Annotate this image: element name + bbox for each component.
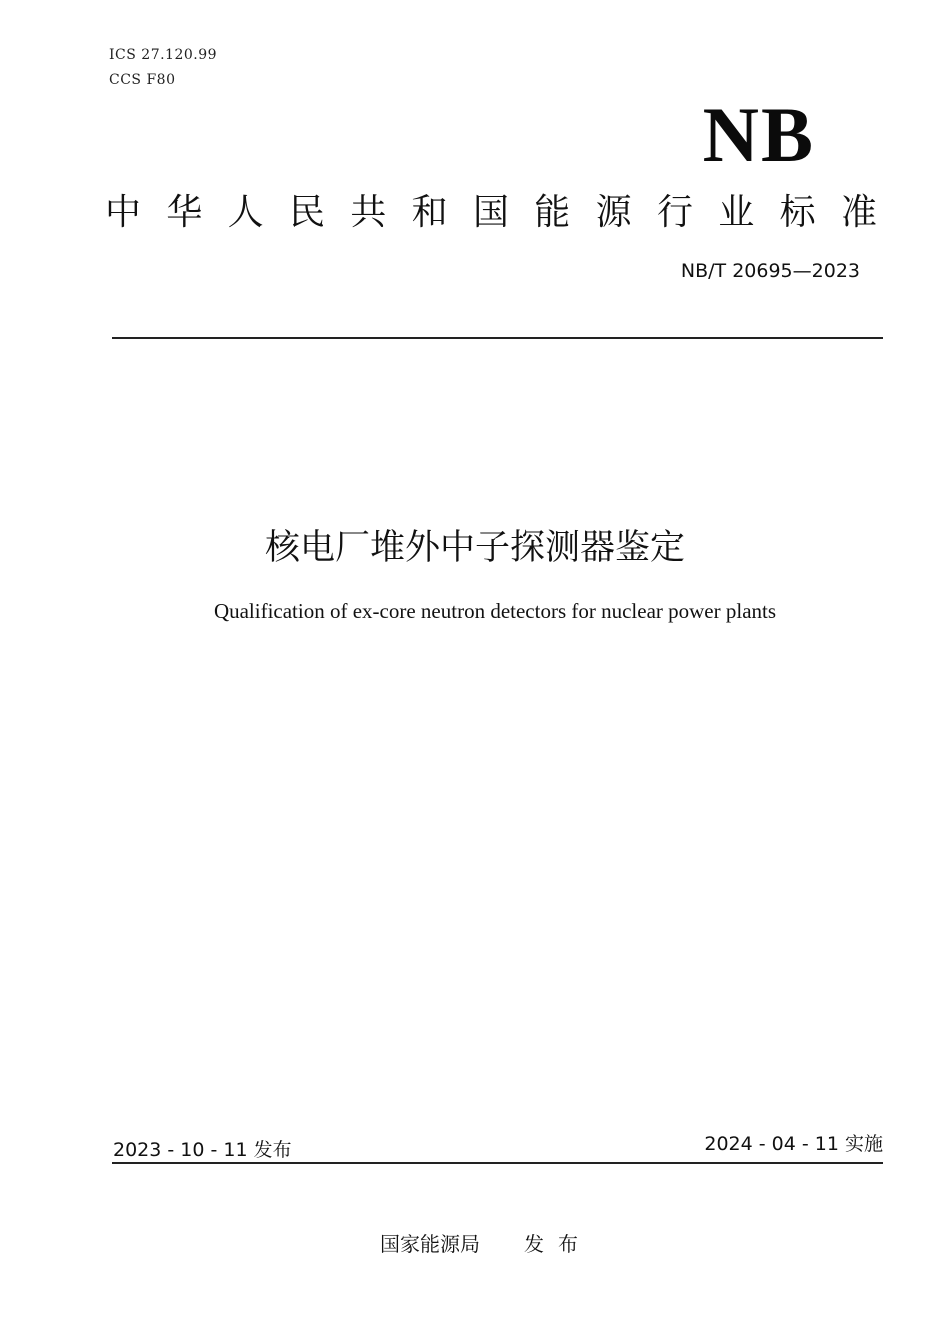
bottom-divider bbox=[112, 1162, 883, 1164]
title-char: 准 bbox=[840, 192, 877, 233]
title-char: 中 bbox=[105, 192, 142, 233]
document-title-en: Qualification of ex-core neutron detectors for nuclear power plants bbox=[213, 599, 777, 623]
implement-date: 2024 - 04 - 11 实施 bbox=[704, 1133, 883, 1155]
standard-type-title bbox=[105, 184, 877, 235]
document-title-cn: 核电厂堆外中子探测器鉴定 bbox=[264, 528, 685, 568]
title-char: 和 bbox=[411, 192, 448, 233]
title-char: 华 bbox=[166, 192, 203, 233]
title-char: 能 bbox=[534, 192, 571, 233]
ics-code: ICS 27.120.99 bbox=[109, 47, 218, 63]
title-char: 标 bbox=[779, 192, 816, 233]
issue-action: 发布 bbox=[524, 1232, 592, 1256]
title-char: 国 bbox=[472, 192, 509, 233]
title-char: 源 bbox=[595, 192, 632, 233]
issuer-line bbox=[380, 1228, 592, 1257]
issue-date: 2023 - 10 - 11 发布 bbox=[113, 1139, 292, 1161]
issuer-name: 国家能源局 bbox=[380, 1232, 480, 1256]
title-char: 共 bbox=[350, 192, 387, 233]
standard-code: NB/T 20695—2023 bbox=[680, 260, 860, 282]
title-char: 业 bbox=[718, 192, 755, 233]
top-divider bbox=[112, 337, 883, 339]
nb-logo: NB bbox=[702, 91, 815, 178]
ccs-code: CCS F80 bbox=[109, 72, 176, 88]
title-char: 人 bbox=[227, 192, 264, 233]
title-char: 行 bbox=[656, 192, 693, 233]
title-char: 民 bbox=[288, 192, 325, 233]
